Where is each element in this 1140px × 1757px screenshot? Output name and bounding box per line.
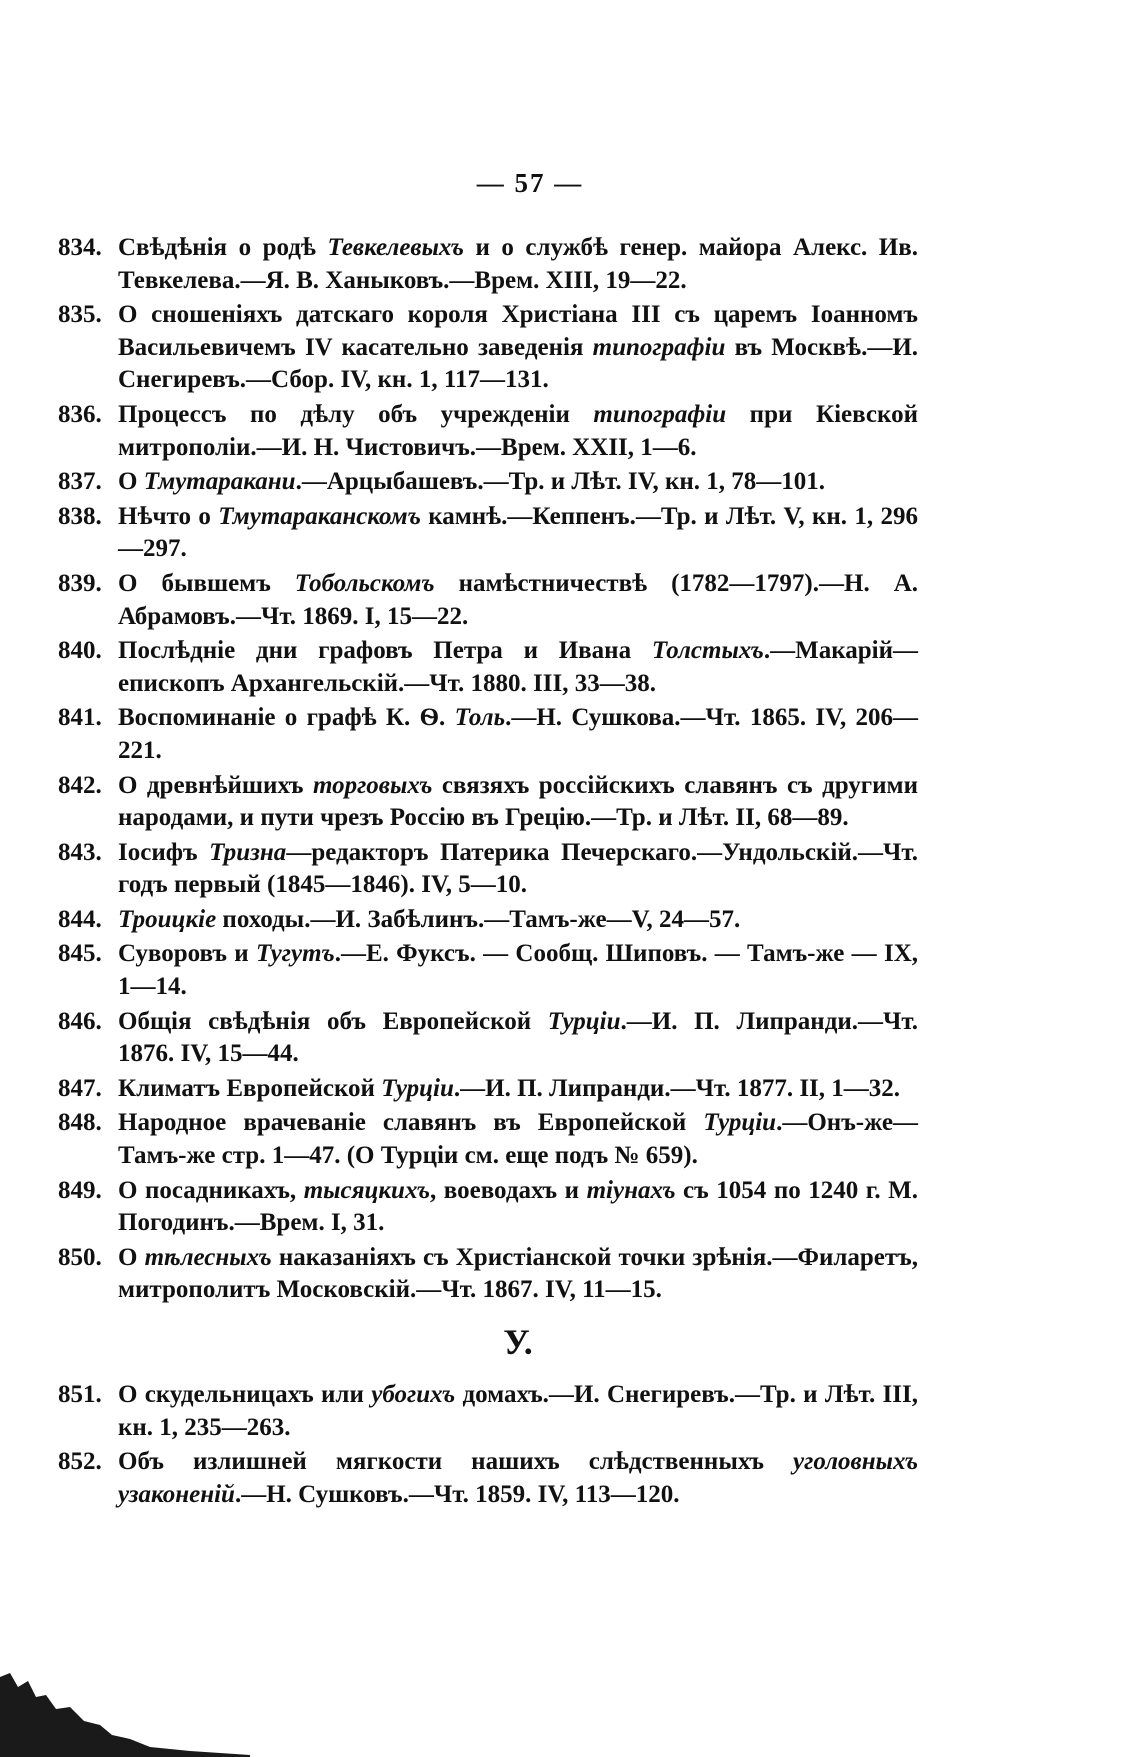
bibliography-entry: [58, 399, 918, 464]
entry-keyword: Тмутаракани: [143, 468, 296, 496]
entry-keyword: тысяцкихъ: [303, 1176, 430, 1204]
entry-keyword: типографіи: [592, 333, 726, 361]
bibliography-entry: [58, 299, 918, 397]
entry-text: [118, 1177, 918, 1237]
entry-text: [118, 704, 918, 764]
entry-segment: Процессъ по дѣлу объ учрежденіи: [118, 400, 594, 428]
entry-segment: .—Макарій—епископъ Архангельскій.—Чт. 1880. III, 33—38.: [118, 637, 918, 697]
entry-segment: О древнѣйшихъ: [118, 771, 313, 799]
entry-segment: .—Н. Сушкова.—Чт. 1865. IV, 206—221.: [118, 704, 918, 764]
entry-text: [118, 570, 918, 630]
entry-segment: походы.—И. Забѣлинъ.—Тамъ-же—V, 24—57.: [216, 905, 741, 933]
bibliography-entry: [58, 1073, 918, 1106]
entry-keyword: Троицкіе: [118, 905, 217, 933]
bibliography-entry: [58, 1242, 918, 1307]
bibliography-entry: [58, 568, 918, 633]
bibliography-entry: [58, 1446, 918, 1511]
bibliography-entry: [58, 770, 918, 835]
bibliography-entry: [58, 702, 918, 767]
entries-section-u: [58, 1379, 918, 1511]
entry-text: [118, 772, 918, 832]
entry-segment: Климатъ Европейской: [118, 1074, 382, 1102]
page-number: — 57 —: [476, 168, 584, 198]
entry-number: 846.: [58, 1007, 102, 1035]
entry-segment: О бывшемъ: [118, 569, 295, 597]
entry-number: 847.: [58, 1074, 102, 1102]
bibliography-entry: [58, 232, 918, 297]
entry-segment: связяхъ россійскихъ славянъ съ другими народами, и пути чрезъ Россію въ Грецію.—Тр. и Лѣт. II, 68—89.: [118, 771, 918, 832]
entry-keyword: Турціи: [381, 1074, 454, 1102]
entry-keyword: уголовныхъ узаконеній: [118, 1448, 918, 1508]
bibliography-entry: [58, 904, 918, 937]
entry-segment: и о службѣ генер. майора Алекс. Ив. Тевкелева.—Я. В. Ханыковъ.—Врем. XIII, 19—22.: [118, 234, 918, 294]
entry-segment: .—Е. Фуксъ. — Сообщ. Шиповъ. — Тамъ-же — IX, 1—14.: [118, 940, 919, 1001]
entry-text: [118, 1109, 918, 1169]
entry-number: 844.: [58, 905, 102, 933]
entry-keyword: Тугутъ: [255, 940, 335, 968]
entry-number: 842.: [58, 771, 102, 799]
entry-segment: Общія свѣдѣнія объ Европейской: [118, 1007, 548, 1035]
entry-text: [118, 839, 918, 899]
entry-number: 850.: [58, 1243, 102, 1271]
entry-segment: камнѣ.—Кеппенъ.—Тр. и Лѣт. V, кн. 1, 296—297.: [118, 502, 918, 563]
entry-number: 836.: [58, 400, 102, 428]
entry-segment: Суворовъ и: [118, 940, 256, 968]
bibliography-list: [58, 232, 918, 1513]
entry-segment: домахъ.—И. Снегиревъ.—Тр. и Лѣт. III, кн. 1, 235—263.: [118, 1381, 918, 1441]
entry-number: 849.: [58, 1176, 102, 1204]
entry-text: [118, 503, 918, 563]
entry-segment: Нѣчто о: [118, 502, 219, 530]
entry-segment: О: [118, 468, 144, 496]
entry-keyword: Тризна: [209, 838, 287, 866]
entry-segment: въ Москвѣ.—И. Снегиревъ.—Сбор. IV, кн. 1, 117—131.: [118, 333, 919, 394]
entry-number: 837.: [58, 468, 102, 496]
bibliography-entry: [58, 501, 918, 566]
section-heading: У.: [503, 1322, 533, 1362]
entry-text: [118, 401, 918, 461]
entry-text: [118, 468, 825, 495]
entry-text: [118, 1448, 918, 1508]
entry-segment: О посадникахъ,: [118, 1176, 304, 1204]
entry-segment: при Кіевской митрополіи.—И. Н. Чистовичъ.—Врем. XXII, 1—6.: [118, 400, 918, 461]
entry-text: [118, 906, 740, 933]
entry-segment: О скудельницахъ или: [118, 1381, 372, 1408]
bibliography-entry: [58, 1379, 918, 1444]
entry-segment: О: [118, 1243, 145, 1271]
entry-keyword: тіунахъ: [586, 1176, 676, 1204]
entry-keyword: типографіи: [593, 400, 727, 428]
entry-segment: наказаніяхъ съ Христіанской точки зрѣнія.—Филаретъ, митрополитъ Московскій.—Чт. 1867. IV, 11—15.: [118, 1243, 918, 1304]
entry-segment: .—И. П. Липранди.—Чт. 1876. IV, 15—44.: [118, 1007, 918, 1068]
bibliography-entry: [58, 635, 918, 700]
entry-keyword: тѣлесныхъ: [144, 1243, 272, 1271]
entry-keyword: торговыхъ: [312, 771, 433, 799]
entry-segment: Іосифъ: [118, 838, 210, 866]
entry-number: 839.: [58, 569, 102, 597]
entry-text: [118, 1075, 900, 1102]
bibliography-entry: [58, 837, 918, 902]
entry-text: [118, 1381, 918, 1441]
bibliography-entry: [58, 1006, 918, 1071]
entry-keyword: убогихъ: [371, 1381, 456, 1408]
entry-keyword: Тевкелевыхъ: [327, 234, 464, 261]
bibliography-entry: [58, 938, 918, 1003]
entry-keyword: Турціи: [547, 1007, 621, 1035]
entry-segment: Народное врачеваніе славянъ въ Европейской: [118, 1109, 704, 1137]
entry-keyword: Тобольскомъ: [294, 569, 435, 597]
entry-segment: намѣстничествѣ (1782—1797).—Н. А. Абрамовъ.—Чт. 1869. I, 15—22.: [118, 569, 918, 630]
bibliography-entry: [58, 1107, 918, 1172]
entry-number: 841.: [58, 704, 102, 732]
entry-segment: —редакторъ Патерика Печерскаго.—Ундольскій.—Чт. годъ первый (1845—1846). IV, 5—10.: [118, 838, 918, 899]
entry-text: [118, 940, 918, 1000]
entry-segment: Воспоминаніе о графѣ К. Ѳ.: [118, 704, 455, 732]
entry-segment: Объ излишней мягкости нашихъ слѣдственныхъ: [118, 1448, 794, 1476]
entry-number: 843.: [58, 838, 102, 866]
entry-segment: .—Онъ-же—Тамъ-же стр. 1—47. (О Турціи см. еще подъ № 659).: [118, 1109, 918, 1170]
entry-number: 851.: [58, 1381, 102, 1408]
bibliography-entry: [58, 466, 918, 499]
entry-text: [118, 637, 918, 697]
entry-text: [118, 301, 918, 393]
page-edge-shadow: [0, 1647, 250, 1757]
entry-text: [118, 1244, 918, 1304]
entry-number: 838.: [58, 502, 102, 530]
entry-text: [118, 1008, 918, 1068]
entry-keyword: Турціи: [703, 1109, 777, 1137]
entry-segment: съ 1054 по 1240 г. М. Погодинъ.—Врем. I, 31.: [118, 1176, 918, 1237]
entry-keyword: Тмутараканскомъ: [218, 502, 421, 530]
entry-keyword: Толстыхъ: [651, 637, 764, 665]
entry-segment: Послѣдніе дни графовъ Петра и Ивана: [118, 637, 652, 665]
entry-number: 845.: [58, 940, 102, 968]
entries-section-t: [58, 232, 918, 1307]
bibliography-entry: [58, 1175, 918, 1240]
entry-number: 835.: [58, 301, 102, 329]
entry-number: 852.: [58, 1448, 102, 1476]
entry-text: [118, 234, 918, 294]
entry-segment: .—Н. Сушковъ.—Чт. 1859. IV, 113—120.: [234, 1480, 680, 1508]
entry-segment: Свѣдѣнія о родѣ: [118, 234, 328, 261]
entry-number: 834.: [58, 234, 102, 261]
entry-number: 840.: [58, 637, 102, 665]
entry-segment: .—И. П. Липранди.—Чт. 1877. II, 1—32.: [453, 1074, 901, 1102]
entry-keyword: Толь: [454, 704, 506, 732]
entry-number: 848.: [58, 1109, 102, 1137]
entry-segment: .—Арцыбашевъ.—Тр. и Лѣт. IV, кн. 1, 78—101.: [295, 468, 826, 496]
entry-segment: , воеводахъ и: [430, 1176, 587, 1204]
entry-segment: О сношеніяхъ датскаго короля Христіана III съ царемъ Іоанномъ Васильевичемъ IV касательно заведенія: [118, 301, 918, 361]
